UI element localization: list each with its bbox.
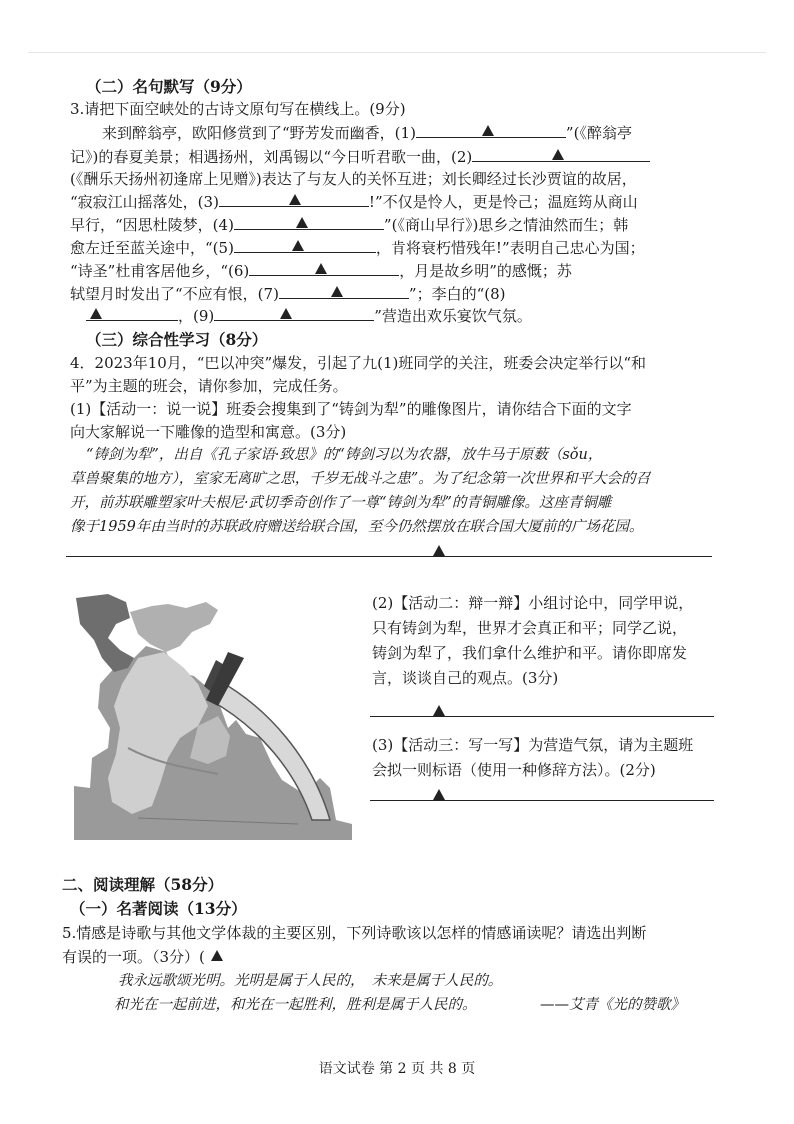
- q3-line-8: [70, 283, 506, 305]
- q5-text: 有误的一项。（3分）(: [62, 948, 205, 966]
- activity-1-line-1: (1)【活动一：说一说】班委会搜集到了“铸剑为犁”的雕像图片，请你结合下面的文字: [70, 400, 632, 418]
- answer-blank-5[interactable]: [234, 237, 376, 253]
- q3-line-9: [86, 305, 532, 327]
- answer-line-activity-1[interactable]: [66, 556, 712, 557]
- q3-text: 记》)的春夏美景；相遇扬州，刘禹锡以“今日听君歌一曲，(2): [70, 148, 473, 166]
- poem-line-2: 和光在一起前进，和光在一起胜利，胜利是属于人民的。: [114, 997, 477, 1013]
- q3-line-6: [70, 237, 645, 259]
- answer-blank-4[interactable]: [234, 214, 384, 230]
- q3-text: 来到醉翁亭，欧阳修赏到了“野芳发而幽香，(1): [102, 124, 416, 142]
- sub-1-title: （一）名著阅读（13分）: [70, 899, 247, 918]
- q3-text: “寂寂江山摇落处，(3): [70, 193, 219, 211]
- answer-marker-icon: [433, 705, 445, 716]
- q5-line-2: [62, 946, 227, 968]
- section-3-title: （三）综合性学习（8分）: [86, 330, 268, 349]
- passage-line-4: 像于1959年由当时的苏联政府赠送给联合国，至今仍然摆放在联合国大厦前的广场花园。: [70, 519, 644, 535]
- poem-line-1: 我永远歌颂光明。光明是属于人民的， 未来是属于人民的。: [118, 973, 503, 989]
- q3-text: ，肯将衰朽惜残年!”表明自己忠心为国；: [375, 239, 645, 257]
- q3-line-5: [70, 214, 628, 236]
- answer-line-activity-3[interactable]: [370, 800, 714, 801]
- poem-source: ——艾青《光的赞歌》: [540, 997, 685, 1013]
- q3-line-3: (《酬乐天扬州初逢席上见赠》)表达了与友人的关怀互进；刘长卿经过长沙贾谊的故居，: [70, 170, 637, 188]
- answer-choice-slot[interactable]: [205, 947, 227, 962]
- answer-marker-icon: [280, 308, 292, 319]
- answer-blank-9[interactable]: [214, 305, 374, 321]
- activity-2-line-4: 言，谈谈自己的观点。(3分): [372, 669, 559, 687]
- activity-2-line-3: 铸剑为犁了，我们拿什么维护和平。请你即席发: [372, 644, 688, 662]
- answer-blank-3[interactable]: [219, 191, 369, 207]
- passage-line-3: 开，前苏联雕塑家叶夫根尼·武切季奇创作了一尊“铸剑为犁”的青铜雕像。这座青铜雕: [70, 495, 612, 511]
- q3-text: ”(《醉翁亭: [565, 124, 632, 142]
- answer-blank-2[interactable]: [472, 146, 650, 162]
- q3-line-2: [70, 146, 650, 168]
- q4-line-1: 4．2023年10月，“巴以冲突”爆发，引起了九(1)班同学的关注，班委会决定举行以“和: [70, 354, 647, 372]
- q3-text: ”营造出欢乐宴饮气氛。: [374, 307, 532, 325]
- q3-line-4: [70, 191, 638, 213]
- answer-marker-icon: [482, 125, 494, 136]
- passage-line-2: 草兽聚集的地方），室家无离旷之思，千岁无战斗之患”。为了纪念第一次世界和平大会的召: [70, 471, 651, 487]
- answer-blank-7[interactable]: [279, 283, 409, 299]
- activity-2-line-1: (2)【活动二：辩一辩】小组讨论中，同学甲说，: [372, 594, 694, 612]
- passage-line-1: “铸剑为犁”，出自《孔子家语·致思》的“铸剑习以为农器，放牛马于原薮（sǒu，: [86, 447, 603, 463]
- q3-text: !”不仅是怜人，更是怜己；温庭筠从商山: [368, 193, 638, 211]
- answer-marker-icon: [315, 263, 327, 274]
- sword-to-plowshare-statue-image: [68, 588, 356, 840]
- part-2-title: 二、阅读理解（58分）: [62, 875, 224, 894]
- answer-blank-1[interactable]: [416, 122, 566, 138]
- q3-text: 轼望月时发出了“不应有恨，(7): [70, 285, 279, 303]
- q3-text: “诗圣”杜甫客居他乡，“(6): [70, 262, 250, 280]
- q4-line-2: 平”为主题的班会，请你参加，完成任务。: [70, 377, 348, 395]
- answer-marker-icon: [433, 789, 445, 800]
- top-rule: [28, 52, 766, 53]
- answer-marker-icon: [90, 308, 102, 319]
- q3-text: ”；李白的“(8): [408, 285, 506, 303]
- q3-line-7: [70, 260, 572, 282]
- answer-marker-icon: [292, 240, 304, 251]
- answer-marker-icon: [552, 149, 564, 160]
- q3-text: ，(9): [178, 307, 215, 325]
- answer-blank-8[interactable]: [86, 305, 178, 321]
- activity-2-line-2: 只有铸剑为犁，世界才会真正和平；同学乙说，: [372, 619, 688, 637]
- q3-text: 愈左迁至蓝关途中，“(5): [70, 239, 234, 257]
- answer-marker-icon: [433, 545, 445, 556]
- activity-3-line-1: (3)【活动三：写一写】为营造气氛，请为主题班: [372, 736, 694, 754]
- q3-text: ”(《商山早行》)思乡之情油然而生；韩: [383, 216, 629, 234]
- answer-marker-icon: [211, 950, 223, 961]
- section-2-title: （二）名句默写（9分）: [86, 77, 252, 96]
- answer-marker-icon: [289, 194, 301, 205]
- q3-text: ，月是故乡明”的感慨；苏: [399, 262, 572, 280]
- answer-marker-icon: [331, 286, 343, 297]
- q3-intro: 3.请把下面空峡处的古诗文原句写在横线上。(9分): [70, 100, 406, 118]
- answer-blank-6[interactable]: [249, 260, 399, 276]
- activity-3-line-2: 会拟一则标语（使用一种修辞方法）。(2分): [372, 761, 656, 779]
- answer-marker-icon: [296, 217, 308, 228]
- q3-line-1: [102, 122, 632, 144]
- page-footer: 语文试卷 第 2 页 共 8 页: [318, 1061, 476, 1077]
- q5-line-1: 5.情感是诗歌与其他文学体裁的主要区别，下列诗歌该以怎样的情感诵读呢？请选出判断: [62, 924, 647, 942]
- activity-1-line-2: 向大家解说一下雕像的造型和寓意。(3分): [70, 423, 347, 441]
- q3-text: 早行，“因思杜陵梦，(4): [70, 216, 234, 234]
- answer-line-activity-2[interactable]: [370, 716, 714, 717]
